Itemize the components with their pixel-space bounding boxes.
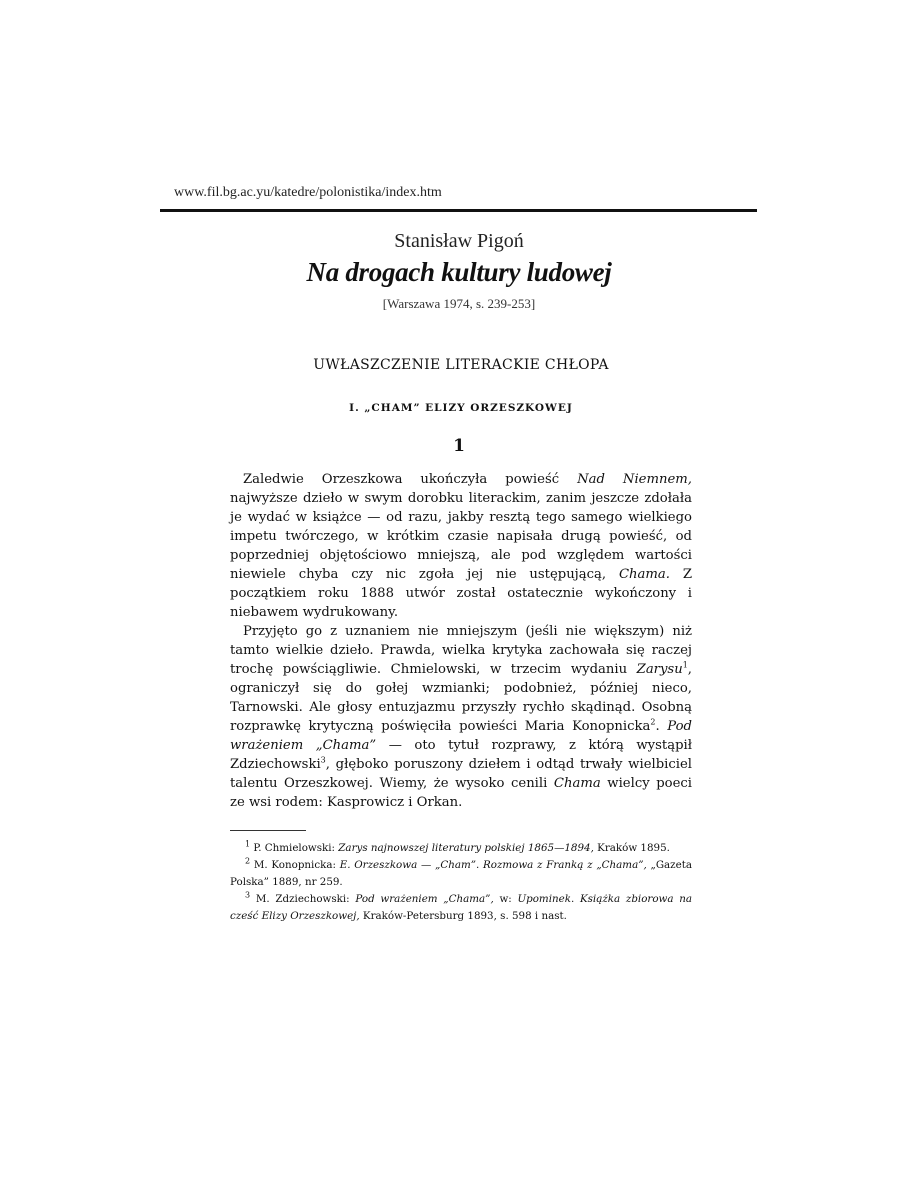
footnote [230,891,692,925]
italic-run: Upominek. Książka zbiorowa na cześć Elizy Orzeszkowej, [230,893,692,922]
italic-run: Pod wrażeniem „Chama” [230,719,692,753]
italic-run: E. Orzeszkowa — „Cham”. Rozmowa z Franką z „Chama”, [339,859,647,871]
text-run: najwyższe dzieło w swym dorobku literackim, zanim jeszcze zdołała je wydać w książce — od razu, jakby resztą tego samego wielkiego impetu twórczego, w krótkim czasie napisała drugą powieść, od poprzedniej objętościowo mniejszą, ale pod względem wartości niewiele chyba czy nic zgoła jej nie ustępującą, [230,491,692,582]
chapter-title: UWŁASZCZENIE LITERACKIE CHŁOPA [313,357,609,373]
text-run: Kraków 1895. [593,842,670,854]
text-run: M. Zdziechowski: [250,893,356,905]
author-name: Stanisław Pigoń [394,230,524,252]
italic-run: Chama. [618,567,670,582]
footnote-ref: 3 [320,755,326,765]
italic-run: Nad Niemnem, [577,472,692,487]
text-run: . [655,719,668,734]
text-run: w: [493,893,518,905]
footnote-number: 3 [245,890,251,900]
footnote-rule [230,830,306,831]
text-run: , głęboko poruszony dziełem i odtąd trwały wielbiciel talentu Orzeszkowej. Wiemy, że wysoko cenili [230,757,692,791]
body-text [230,470,692,812]
italic-run: Chama [553,776,601,791]
footnotes [230,840,692,925]
text-run: , ograniczył się do gołej wzmianki; podobnież, później nieco, Tarnowski. Ale głosy entuzjazmu przyszły rychło skądinąd. Osobną rozprawkę krytyczną poświęciła powieści Maria Konopnicka [230,662,692,734]
footnote-number: 1 [245,839,251,849]
text-run: Kraków-Petersburg 1893, s. 598 i nast. [359,910,567,922]
italic-run: Pod wrażeniem „Chama”, [355,893,494,905]
paragraph [230,622,692,812]
footnote [230,840,692,857]
footnote [230,857,692,891]
text-run: P. Chmielowski: [250,842,339,854]
text-run: — oto tytuł rozprawy, z którą wystąpił Zdziechowski [230,738,692,772]
text-run: M. Konopnicka: [250,859,340,871]
paragraph [230,470,692,622]
book-title: Na drogach kultury ludowej [306,257,612,287]
italic-run: Zarysu [636,662,683,677]
text-run: Z początkiem roku 1888 utwór został ostatecznie wykończony i niebawem wydrukowany. [230,567,692,620]
footnote-ref: 2 [650,717,656,727]
subchapter-title: I. „CHAM” ELIZY ORZESZKOWEJ [349,402,573,414]
publication-info: [Warszawa 1974, s. 239-253] [382,296,536,311]
text-run: „Gazeta Polska” 1889, nr 259. [230,859,692,888]
source-url: www.fil.bg.ac.yu/katedre/polonistika/index.htm [174,185,442,200]
text-run: wielcy poeci ze wsi rodem: Kasprowicz i Orkan. [230,776,692,810]
section-number: 1 [453,436,465,456]
footnote-ref: 1 [682,660,688,670]
footnote-number: 2 [245,856,251,866]
header-rule [160,209,757,212]
italic-run: Zarys najnowszej literatury polskiej 1865—1894, [338,842,594,854]
text-run: Przyjęto go z uznaniem nie mniejszym (jeśli nie większym) niż tamto wielkie dzieło. Prawda, wielka krytyka zachowała się raczej trochę powściągliwie. Chmielowski, w trzecim wydaniu [230,624,692,677]
text-run: Zaledwie Orzeszkowa ukończyła powieść [243,472,578,487]
